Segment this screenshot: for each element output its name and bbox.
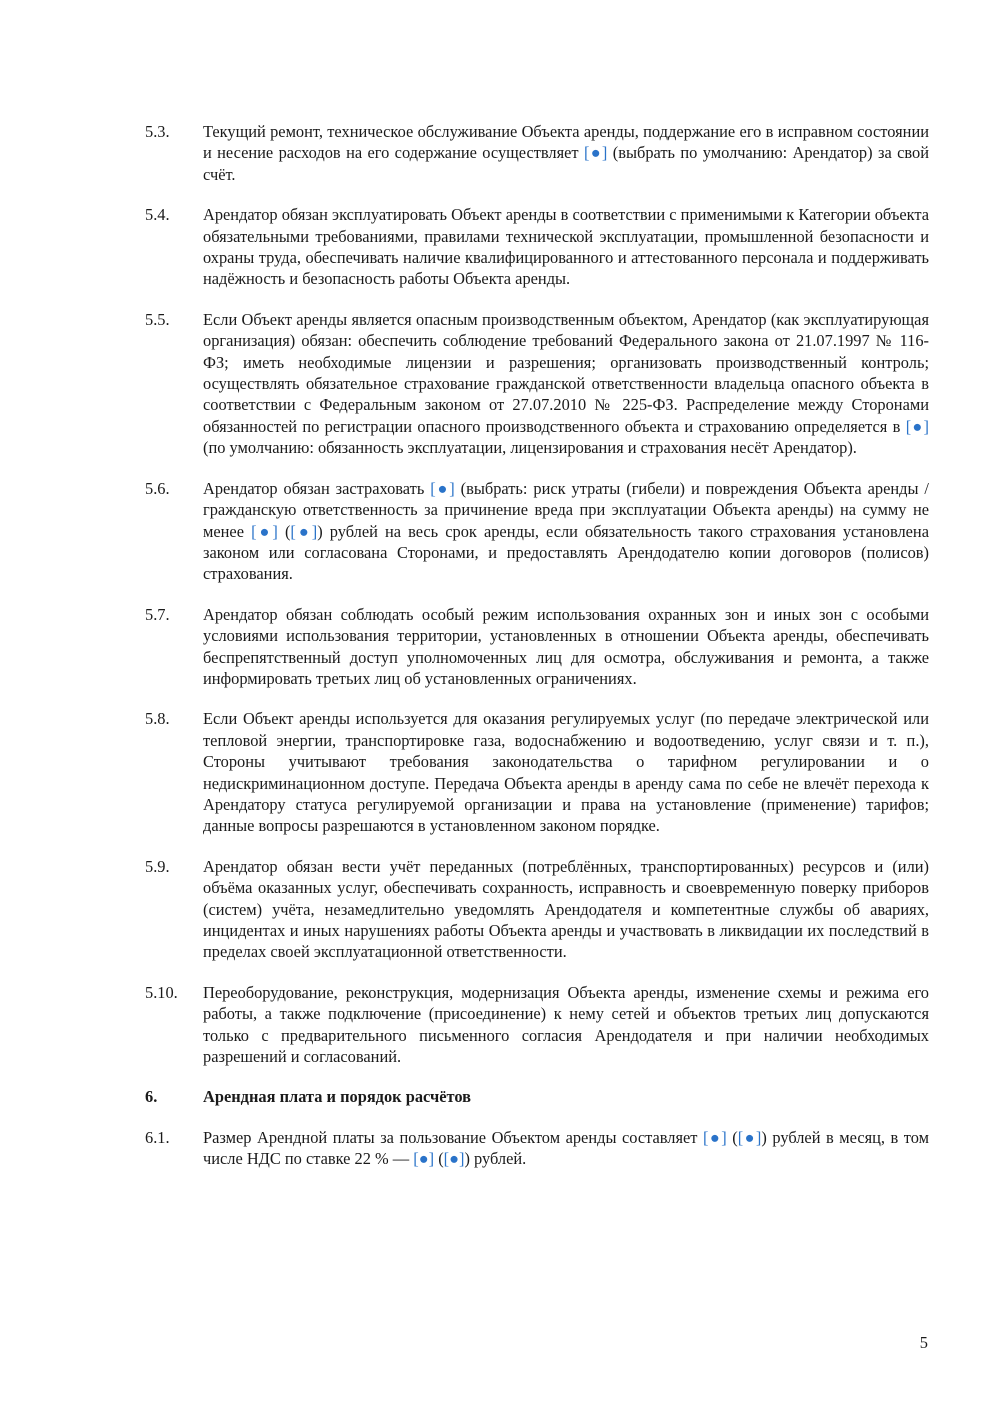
clause xyxy=(145,478,929,585)
placeholder-marker: [●] xyxy=(583,143,608,163)
clause-text-segment: (по умолчанию: обязанность эксплуатации, лицензирования и страхования несёт Арендатор). xyxy=(203,438,857,458)
clause-text-segment: Переоборудование, реконструкция, модернизация Объекта аренды, изменение схемы и режима его работы, а также подключение (присоединение) к нему сетей и объектов третьих лиц допускаются только с предварительного письменного согласия Арендодателя и при наличии необходимых разрешений и согласований. xyxy=(203,982,929,1067)
clause-number: 5.8. xyxy=(145,709,170,729)
clause-number: 6.1. xyxy=(145,1127,170,1147)
clause-number: 5.5. xyxy=(145,309,170,329)
clause-text xyxy=(203,1127,929,1170)
clause xyxy=(145,708,929,836)
section-heading xyxy=(145,1086,929,1107)
clause-number: 5.6. xyxy=(145,478,170,498)
clause-text xyxy=(203,478,929,585)
clause-text xyxy=(203,604,929,690)
clause xyxy=(145,204,929,290)
page-number: 5 xyxy=(919,1333,928,1352)
clause-text-segment: (выбрать по умолчанию: Арендатор) за свой счёт. xyxy=(203,143,929,184)
placeholder-marker: [●] xyxy=(905,416,929,436)
clause xyxy=(145,604,929,690)
clause-text xyxy=(203,204,929,290)
clause-text xyxy=(203,121,929,185)
clause-text-segment: Текущий ремонт, техническое обслуживание Объекта аренды, поддержание его в исправном состоянии и несение расходов на его содержание осуществляет xyxy=(203,122,929,163)
clause-text-segment: (выбрать: риск утраты (гибели) и повреждения Объекта аренды / гражданскую ответственность за причинение вреда при эксплуатации Объекта аренды) на сумму не менее xyxy=(203,478,929,541)
clause-number: 5.3. xyxy=(145,122,170,141)
clause-text-segment: Арендатор обязан вести учёт переданных (потреблённых, транспортированных) ресурсов и (или) объёма оказанных услуг, обеспечивать сохранность, исправность и своевременную поверку приборов (систем) учёта, незамедлительно уведомлять Арендодателя и компетентные службы об авариях, инцидентах и иных нарушениях работы Объекта аренды и участвовать в ликвидации их последствий в пределах своей эксплуатационной ответственности. xyxy=(203,856,929,962)
clause xyxy=(145,309,929,459)
clause-number: 5.9. xyxy=(145,856,170,876)
clause-text xyxy=(203,982,929,1068)
placeholder-marker: [●] xyxy=(443,1149,465,1169)
clause xyxy=(145,121,929,185)
clause-text-segment: Если Объект аренды является опасным производственным объектом, Арендатор (как эксплуатирующая организация) обязан: обеспечить соблюдение требований Федерального закона от 21.07.1997 № 116-ФЗ; иметь необходимые лицензии и разрешения; организовать производственный контроль; осуществлять обязательное страхование гражданской ответственности владельца опасного объекта в соответствии с Федеральным законом от 27.07.2010 № 225-ФЗ. Распределение между Сторонами обязанностей по регистрации опасного производственного объекта и страхованию определяется в xyxy=(203,309,929,436)
clause-text-segment: ) рублей в месяц, в том числе НДС по ставке 22 % — xyxy=(203,1127,930,1169)
clause-text-segment: ( xyxy=(434,1149,444,1169)
clause xyxy=(145,1127,929,1170)
clause xyxy=(145,856,929,963)
clause-number: 5.10. xyxy=(145,982,178,1002)
placeholder-marker: [●] xyxy=(737,1127,762,1147)
clause xyxy=(145,982,929,1068)
clause-text-segment: ) рублей на весь срок аренды, если обязательность такого страхования установлена законом или согласована Сторонами, и предоставлять Арендодателю копии договоров (полисов) страхования. xyxy=(203,521,929,584)
section-title: Арендная плата и порядок расчётов xyxy=(203,1087,471,1107)
clause-text-segment: Если Объект аренды используется для оказания регулируемых услуг (по передаче электрической или тепловой энергии, транспортировке газа, водоснабжению и водоотведению, услуг связи и т. п.), Стороны учитывают требования законодательства о тарифном регулировании и о недискриминационном доступе. Передача Объекта аренды в аренду сама по себе не влечёт перехода к Арендатору статуса регулируемой организации и права на установление (применение) тарифов; данные вопросы разрешаются в установленном законом порядке. xyxy=(203,709,929,836)
clause-text-segment: ( xyxy=(277,521,291,541)
section-number: 6. xyxy=(145,1087,158,1107)
clause-text xyxy=(203,856,929,963)
clause-list xyxy=(145,121,929,1189)
placeholder-marker: [●] xyxy=(413,1149,435,1169)
clause-text-segment: ) рублей. xyxy=(464,1149,527,1169)
clause-text-segment: ( xyxy=(726,1127,738,1147)
clause-text-segment: Арендатор обязан эксплуатировать Объект аренды в соответствии с применимыми к Категории объекта обязательными требованиями, правилами технической эксплуатации, промышленной безопасности и охраны труда, обеспечивать наличие квалифицированного и аттестованного персонала и поддерживать надёжность и безопасность работы Объекта аренды. xyxy=(203,205,929,289)
clause-number: 5.7. xyxy=(145,604,170,624)
clause-text-segment: Арендатор обязан застраховать xyxy=(203,478,431,498)
clause-number: 5.4. xyxy=(145,205,170,225)
placeholder-marker: [●] xyxy=(703,1127,727,1147)
placeholder-marker: [●] xyxy=(251,521,278,541)
placeholder-marker: [●] xyxy=(430,478,455,498)
clause-text xyxy=(203,309,929,459)
clause-text-segment: Размер Арендной платы за пользование Объектом аренды составляет xyxy=(203,1127,703,1147)
placeholder-marker: [●] xyxy=(290,521,318,541)
clause-text xyxy=(203,708,929,836)
clause-text-segment: Арендатор обязан соблюдать особый режим использования охранных зон и иных зон с особыми условиями использования территории, установленных в отношении Объекта аренды, обеспечивать беспрепятственный доступ уполномоченных лиц для осмотра, обслуживания и ремонта, а также информировать третьих лиц об установленных ограничениях. xyxy=(203,604,929,688)
